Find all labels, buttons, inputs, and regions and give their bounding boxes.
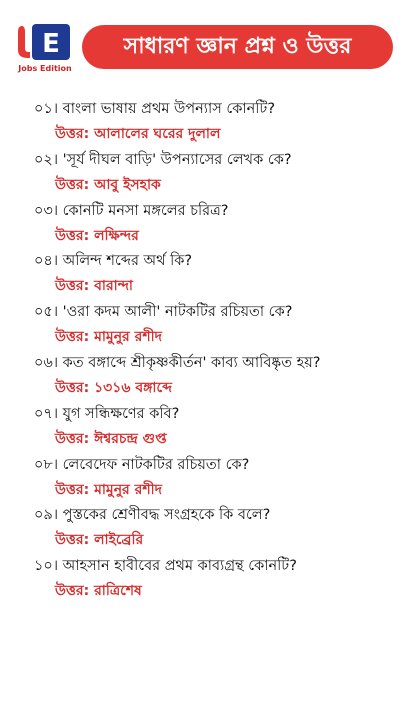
question-text: ০৬। কত বঙ্গাব্দে শ্রীকৃষ্ণকীর্তন' কাব্য আবিষ্কৃত হয়? <box>34 354 321 371</box>
jobs-edition-logo <box>14 22 76 78</box>
qa-item <box>0 448 405 499</box>
qa-item <box>0 295 405 346</box>
question-text: ০৭। যুগ সন্ধিক্ষণের কবি? <box>34 405 180 422</box>
qa-item <box>0 194 405 245</box>
qa-item <box>0 244 405 295</box>
qa-item <box>0 346 405 397</box>
qa-item <box>0 143 405 194</box>
question-text: ০৩। কোনটি মনসা মঙ্গলের চরিত্র? <box>34 202 229 219</box>
qa-list <box>0 92 405 600</box>
answer-text: উত্তর: আলালের ঘরের দুলাল <box>55 126 221 142</box>
qa-item <box>0 92 405 143</box>
answer-text: উত্তর: ঈশ্বরচন্দ্র গুপ্ত <box>55 430 167 447</box>
answer-text: উত্তর: মামুনুর রশীদ <box>55 329 162 346</box>
title-banner <box>82 25 393 69</box>
answer-text: উত্তর: লক্ষিন্দর <box>55 227 139 244</box>
question-text: ০২। 'সূর্য দীঘল বাড়ি' উপন্যাসের লেখক কে? <box>34 151 292 168</box>
je-logo-icon <box>16 22 72 62</box>
logo-label: Jobs Edition <box>18 64 72 73</box>
question-text: ০৪। অলিন্দ শব্দের অর্থ কি? <box>34 253 193 270</box>
question-text: ০৫। 'ওরা কদম আলী' নাটকটির রচিয়তা কে? <box>34 304 293 321</box>
question-text: ০৯। পুস্তকের শ্রেণীবদ্ধ সংগ্রহকে কি বলে? <box>34 507 271 524</box>
answer-text: উত্তর: বারান্দা <box>55 278 133 295</box>
header <box>0 0 405 90</box>
qa-item <box>0 498 405 549</box>
question-text: ০৮। লেবেদেফ নাটকটির রচিয়তা কে? <box>34 456 250 473</box>
answer-text: উত্তর: আবু ইসহাক <box>55 176 161 193</box>
answer-text: উত্তর: ১৩১৬ বঙ্গাব্দে <box>55 379 172 396</box>
logo-letter: E <box>42 29 60 59</box>
answer-text: উত্তর: লাইব্রেরি <box>55 532 144 549</box>
page-title: সাধারণ জ্ঞান প্রশ্ন ও উত্তর <box>123 33 352 59</box>
question-text: ০১। বাংলা ভাষায় প্রথম উপন্যাস কোনটি? <box>34 101 276 117</box>
qa-item <box>0 397 405 448</box>
question-text: ১০। আহসান হাবীবের প্রথম কাব্যগ্রন্থ কোনটি? <box>34 558 297 575</box>
answer-text: উত্তর: রাত্রিশেষ <box>55 583 142 600</box>
qa-item <box>0 549 405 600</box>
answer-text: উত্তর: মামুনুর রশীদ <box>55 481 162 498</box>
